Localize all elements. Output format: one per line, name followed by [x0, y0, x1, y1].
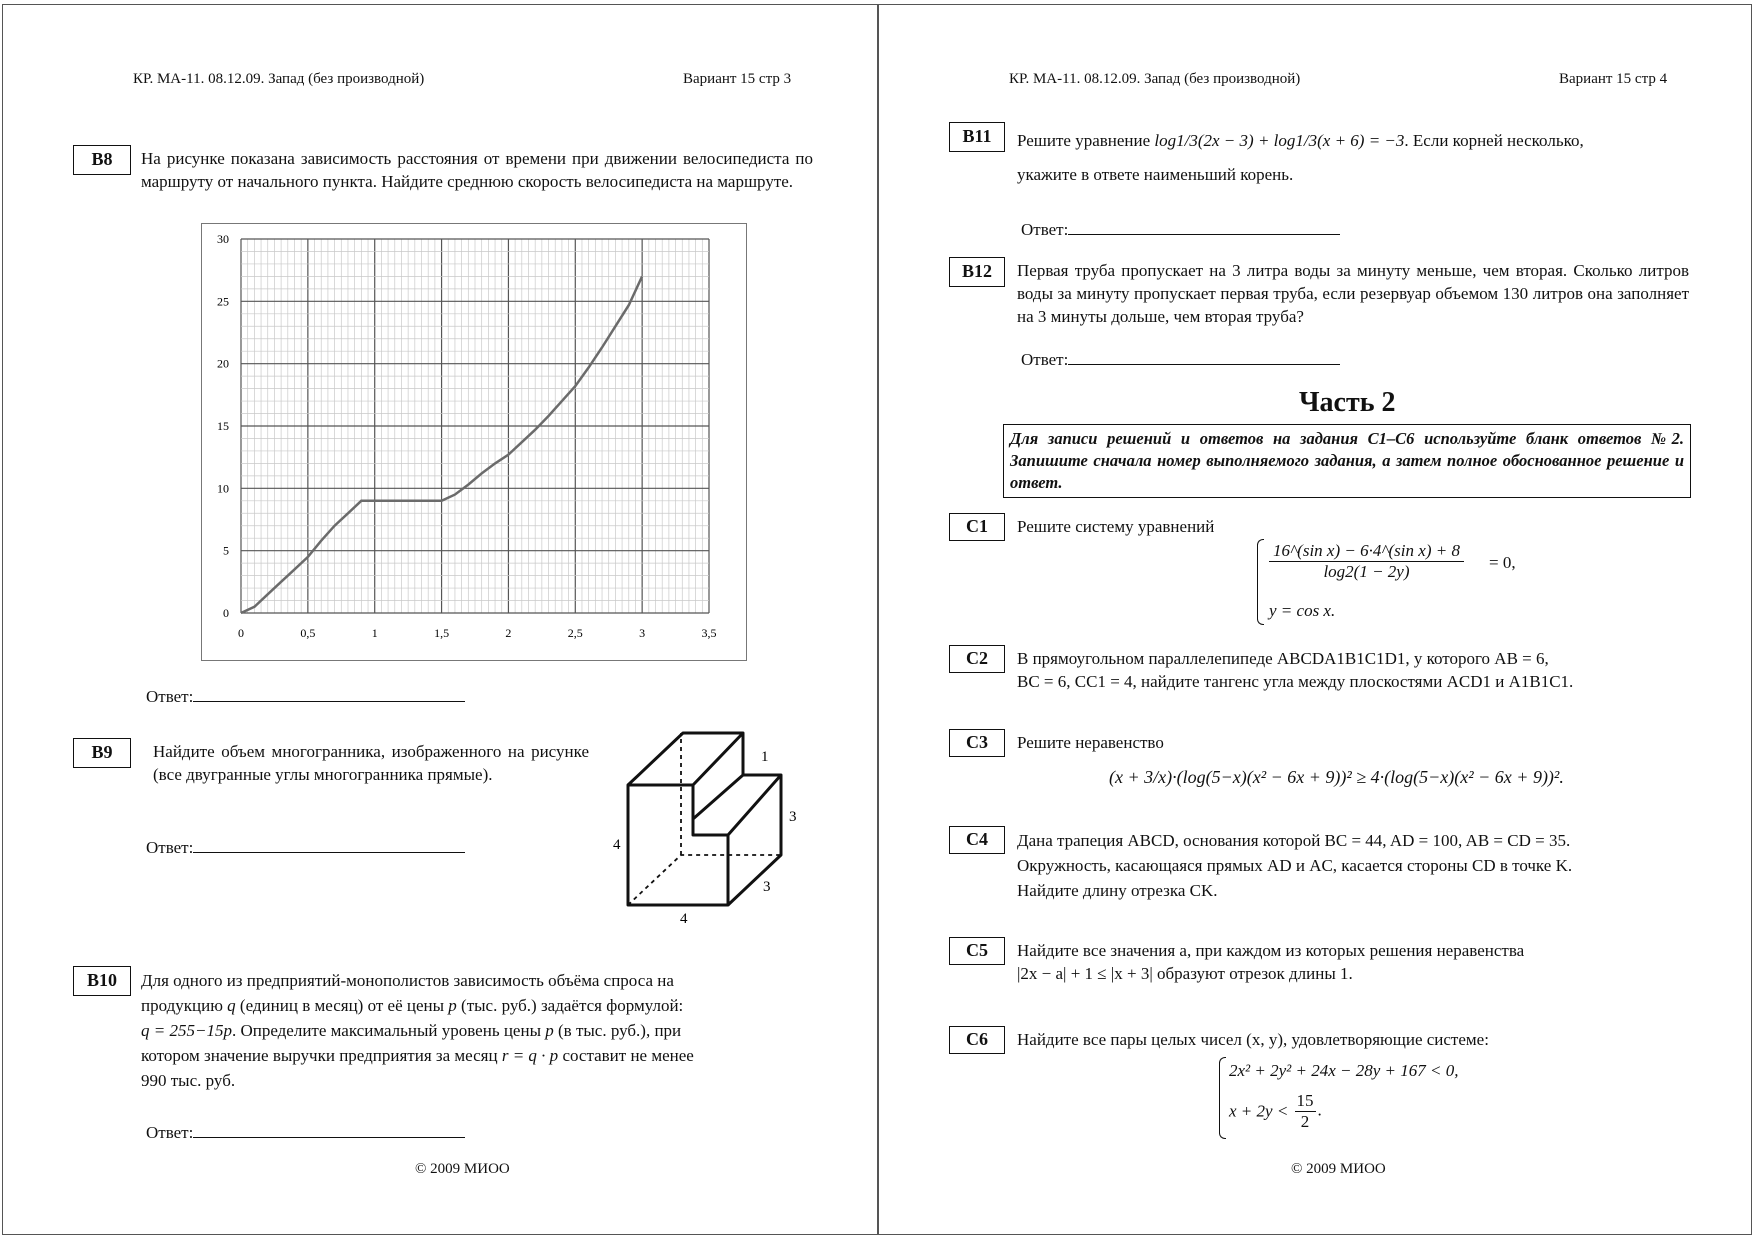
answer-label-b10: Ответ: — [146, 1123, 194, 1142]
task-label-c5: C5 — [949, 937, 1005, 965]
task-label-b8: B8 — [73, 145, 131, 175]
page-3 — [2, 4, 878, 1235]
y-tick-label: 20 — [217, 356, 229, 371]
task-label-b11: B11 — [949, 122, 1005, 152]
c6-eq2 — [1229, 1091, 1322, 1132]
answer-b10 — [146, 1121, 465, 1143]
part2-instructions: Для записи решений и ответов на задания C1–C6 используйте бланк ответов №2. Запишите сначала номер выполняемого задания, а затем полное обоснованное решение и ответ. — [1003, 424, 1691, 498]
x-tick-label: 0,5 — [300, 626, 316, 640]
b10-line-1: Для одного из предприятий-монополистов зависимость объёма спроса на — [141, 971, 674, 990]
c2-line-2: BC = 6, CC1 = 4, найдите тангенс угла между плоскостями ACD1 и A1B1C1. — [1017, 672, 1574, 691]
answer-label-b11: Ответ: — [1021, 220, 1069, 239]
dim-label-1: 1 — [761, 749, 769, 765]
task-label-b9: B9 — [73, 738, 131, 768]
b10-text-4a: котором значение выручки предприятия за месяц — [141, 1046, 502, 1065]
task-text-c2 — [1017, 647, 1689, 693]
b10-line-4 — [141, 1043, 813, 1068]
task-label-c3: C3 — [949, 729, 1005, 757]
c5-line-1: Найдите все значения a, при каждом из которых решения неравенства — [1017, 941, 1525, 960]
b11-line-2: укажите в ответе наименьший корень. — [1017, 165, 1294, 184]
b11-line-1 — [1017, 129, 1689, 153]
task-text-b10 — [141, 968, 813, 1093]
b10-line-5: 990 тыс. руб. — [141, 1071, 236, 1090]
c6-eq2-end: . — [1317, 1100, 1322, 1120]
answer-b12 — [1021, 348, 1340, 370]
b11-formula: log1/3(2x − 3) + log1/3(x + 6) = −3 — [1154, 131, 1405, 150]
task-label-c4: C4 — [949, 826, 1005, 854]
task-text-c5 — [1017, 939, 1689, 985]
part2-title: Часть 2 — [1299, 387, 1396, 418]
x-tick-label: 1 — [371, 626, 378, 640]
b10-text-2a: продукцию — [141, 996, 228, 1015]
task-text-b8: На рисунке показана зависимость расстояния от времени при движении велосипедиста по маршруту от начального пункта. Найдите среднюю скорость велосипедиста на маршруте. — [141, 149, 813, 191]
answer-field-b9[interactable] — [193, 836, 465, 853]
c1-brace — [1257, 539, 1264, 625]
b10-text-2c: (тыс. руб.) задаётся формулой: — [456, 996, 684, 1015]
answer-label-b8: Ответ: — [146, 687, 194, 706]
footer-left: © 2009 МИОО — [415, 1161, 510, 1177]
dim-label-4: 3 — [763, 879, 771, 895]
c4-line-1: Дана трапеция ABCD, основания которой BC = 44, AD = 100, AB = CD = 35. — [1017, 831, 1571, 850]
b10-text-4b: составит не менее — [558, 1046, 694, 1065]
c6-eq2-fraction — [1295, 1091, 1316, 1132]
y-tick-label: 5 — [223, 543, 229, 558]
b10-var-p: p — [448, 996, 457, 1015]
c4-line-2: Окружность, касающаяся прямых AD и AC, касается стороны CD в точке K. — [1017, 856, 1573, 875]
b10-line-3 — [141, 1018, 813, 1043]
task-text-b9: Найдите объем многогранника, изображенного на рисунке (все двугранные углы многогранника прямые). — [153, 742, 589, 784]
y-tick-label: 0 — [223, 606, 229, 620]
b10-text-3b: . Определите максимальный уровень цены — [231, 1021, 546, 1040]
answer-b11 — [1021, 218, 1340, 240]
c1-fraction — [1269, 541, 1464, 582]
answer-label-b12: Ответ: — [1021, 350, 1069, 369]
task-text-c3: Решите неравенство — [1017, 733, 1164, 752]
task-text-c4 — [1017, 828, 1689, 903]
c1-numerator: 16^(sin x) − 6·4^(sin x) + 8 — [1269, 541, 1464, 562]
answer-b9 — [146, 836, 465, 858]
header-right: Вариант 15 стр 3 — [683, 71, 792, 87]
x-tick-label: 2 — [505, 626, 512, 640]
c6-eq1: 2x² + 2y² + 24x − 28y + 167 < 0, — [1229, 1061, 1459, 1080]
page-4 — [878, 4, 1752, 1235]
answer-field-b10[interactable] — [193, 1121, 465, 1138]
b10-line-2 — [141, 993, 813, 1018]
polyhedron-figure — [603, 725, 813, 925]
b10-formula-q: q = 255−15p — [141, 1021, 232, 1040]
c2-line-1: В прямоугольном параллелепипеде ABCDA1B1C1D1, у которого AB = 6, — [1017, 649, 1549, 668]
task-text-b12: Первая труба пропускает на 3 литра воды за минуту меньше, чем вторая. Сколько литров воды за минуту пропускает первая труба, если резервуар объемом 130 литров она заполняет на 3 минуты дольше, чем вторая труба? — [1017, 261, 1689, 326]
c6-eq2-den: 2 — [1300, 1112, 1310, 1131]
y-tick-label: 25 — [217, 294, 229, 309]
x-tick-label: 2,5 — [567, 626, 583, 640]
b10-text-3c: (в тыс. руб.), при — [553, 1021, 682, 1040]
task-label-c1: C1 — [949, 513, 1005, 541]
c1-eq2: y = cos x. — [1269, 601, 1336, 620]
task-text-b11 — [1017, 129, 1689, 187]
header-left: КР. МА-11. 08.12.09. Запад (без производной) — [133, 71, 425, 87]
c1-rhs: = 0, — [1489, 553, 1516, 572]
c3-inequality: (x + 3/x)·(log(5−x)(x² − 6x + 9))² ≥ 4·(log(5−x)(x² − 6x + 9))². — [1109, 767, 1564, 787]
task-label-c6: C6 — [949, 1026, 1005, 1054]
dim-label-3: 4 — [613, 837, 621, 853]
answer-field-b11[interactable] — [1068, 218, 1340, 235]
header-right-p4: Вариант 15 стр 4 — [1559, 71, 1668, 87]
answer-field-b8[interactable] — [193, 685, 465, 702]
x-tick-label: 1,5 — [434, 626, 450, 640]
task-label-c2: C2 — [949, 645, 1005, 673]
answer-field-b12[interactable] — [1068, 348, 1340, 365]
y-tick-label: 10 — [217, 481, 229, 496]
b10-var-p2: p — [545, 1021, 554, 1040]
c5-line-2: |2x − a| + 1 ≤ |x + 3| образуют отрезок длины 1. — [1017, 964, 1353, 983]
distance-time-chart — [201, 223, 747, 661]
x-tick-label: 0 — [238, 626, 244, 640]
c6-brace — [1219, 1057, 1226, 1139]
task-text-c6: Найдите все пары целых чисел (x, y), удовлетворяющие системе: — [1017, 1030, 1489, 1049]
answer-label-b9: Ответ: — [146, 838, 194, 857]
b10-formula-r: r = q · p — [501, 1046, 559, 1065]
c1-denominator: log2(1 − 2y) — [1323, 562, 1410, 581]
dim-label-5: 4 — [680, 911, 688, 925]
b10-text-2b: (единиц в месяц) от её цены — [235, 996, 449, 1015]
y-tick-label: 15 — [217, 419, 229, 433]
c6-eq2-lhs: x + 2y < — [1229, 1101, 1289, 1121]
task-label-b10: B10 — [73, 966, 131, 996]
c4-line-3: Найдите длину отрезка CK. — [1017, 881, 1218, 900]
footer-right: © 2009 МИОО — [1291, 1161, 1386, 1177]
dim-label-2: 3 — [789, 809, 797, 825]
x-tick-label: 3,5 — [701, 626, 717, 640]
task-text-c1: Решите систему уравнений — [1017, 517, 1215, 536]
c6-eq2-num: 15 — [1296, 1091, 1314, 1110]
b11-text-a: Решите уравнение — [1017, 131, 1151, 150]
task-label-b12: B12 — [949, 257, 1005, 287]
b11-text-b: . Если корней несколько, — [1404, 131, 1584, 150]
answer-b8 — [146, 685, 465, 707]
y-tick-label: 30 — [217, 232, 229, 246]
x-tick-label: 3 — [639, 626, 646, 640]
header-left-p4: КР. МА-11. 08.12.09. Запад (без производной) — [1009, 71, 1301, 87]
b10-var-q: q — [227, 996, 236, 1015]
